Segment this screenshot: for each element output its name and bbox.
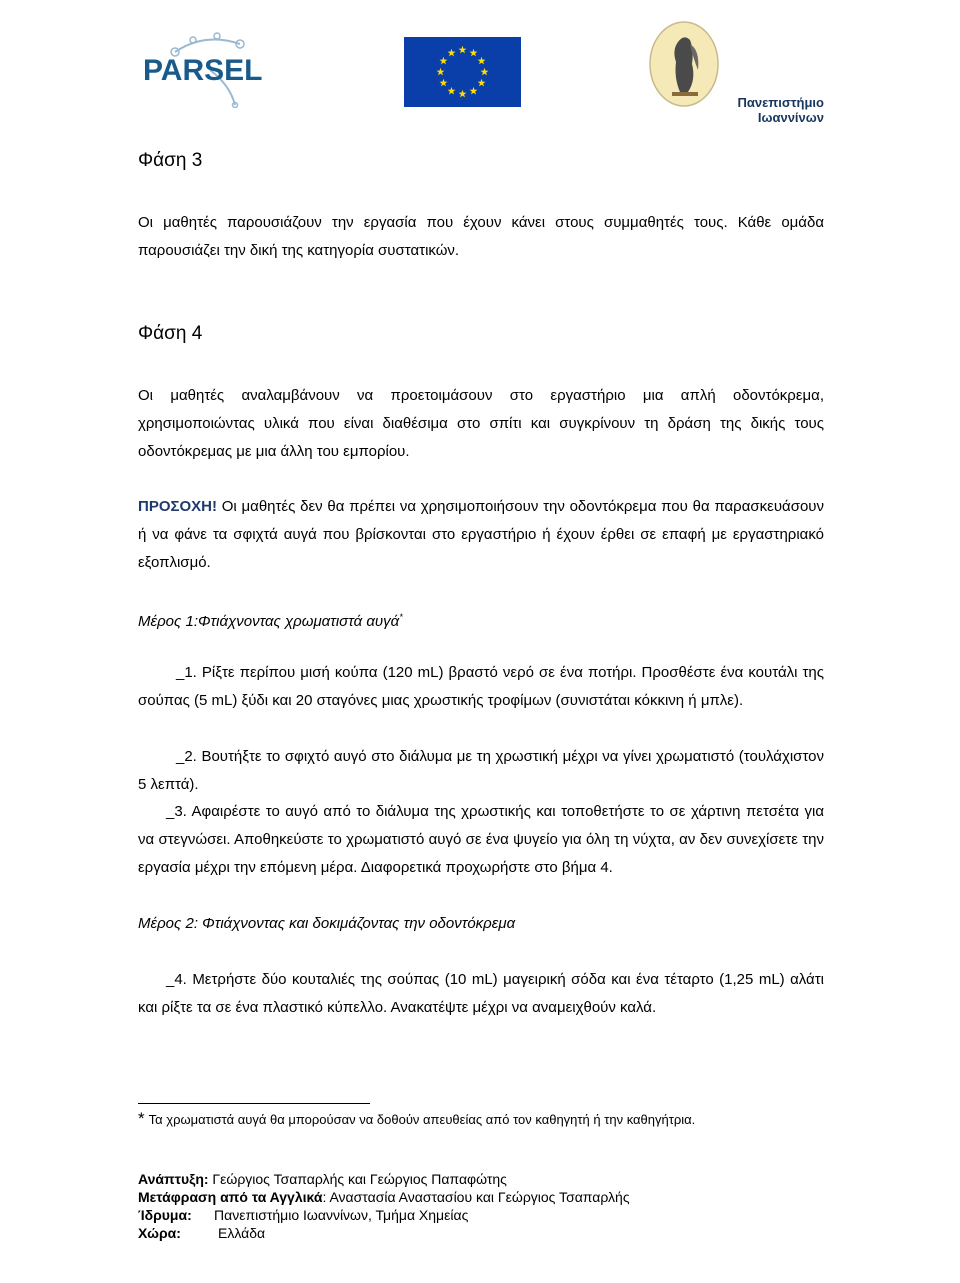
credit-translation: Μετάφραση από τα Αγγλικά: Αναστασία Αναστασίου και Γεώργιος Τσαπαρλής	[138, 1189, 630, 1205]
step2-text: _2. Βουτήξτε το σφιχτό αυγό στο διάλυμα με τη χρωστική μέχρι να γίνει χρωματιστό (τουλάχιστον 5 λεπτά).	[138, 748, 824, 793]
phase3-title: Φάση 3	[138, 150, 203, 171]
warning-text: Οι μαθητές δεν θα πρέπει να χρησιμοποιήσουν την οδοντόκρεμα που θα παρασκευάσουν ή να φάνε τα σφιχτά αυγά που βρίσκονται στο εργαστήριο ή έχουν έρθει σε επαφή με εργαστηριακό εξοπλισμό.	[138, 498, 824, 571]
step3-paragraph	[138, 798, 824, 882]
credits-block	[138, 1170, 630, 1242]
footnote-mark: *	[138, 1109, 145, 1128]
part1-heading	[138, 603, 824, 636]
step1-text: _1. Ρίξτε περίπου μισή κούπα (120 mL) βραστό νερό σε ένα ποτήρι. Προσθέστε ένα κουτάλι της σούπας (5 mL) ξύδι και 20 σταγόνες μιας χρωστικής τροφίμων (συνιστάται κόκκινη ή μπλε).	[138, 664, 824, 709]
page-header	[0, 0, 960, 130]
step1-paragraph	[138, 659, 824, 715]
phase4-title: Φάση 4	[138, 323, 203, 344]
step3-text: _3. Αφαιρέστε το αυγό από το διάλυμα της χρωστικής και τοποθετήστε το σε χάρτινη πετσέτα για να στεγνώσει. Αποθηκεύστε το χρωματιστό αυγό σε ένα ψυγείο για όλη τη νύχτα, αν δεν συνεχίσετε την εργασία μέχρι την επόμενη μέρα. Διαφορετικά προχωρήστε στο βήμα 4.	[138, 803, 824, 876]
phase4-section	[138, 323, 824, 345]
phase4-body	[138, 382, 824, 466]
part1-title: Μέρος 1:Φτιάχνοντας χρωματιστά αυγά	[138, 613, 400, 630]
eu-flag-icon	[404, 37, 521, 107]
credit-development: Ανάπτυξη: Γεώργιος Τσαπαρλής και Γεώργιος Παπαφώτης	[138, 1171, 507, 1187]
phase3-text: Οι μαθητές παρουσιάζουν την εργασία που έχουν κάνει στους συμμαθητές τους. Κάθε ομάδα παρουσιάζει την δική της κατηγορία συστατικών.	[138, 214, 824, 259]
step4-text: _4. Μετρήστε δύο κουταλιές της σούπας (10 mL) μαγειρική σόδα και ένα τέταρτο (1,25 mL) αλάτι και ρίξτε τα σε ένα πλαστικό κύπελλο. Ανακατέψτε μέχρι να αναμειχθούν καλά.	[138, 971, 824, 1016]
warning-label: ΠΡΟΣΟΧΗ!	[138, 498, 218, 515]
parsel-logo	[135, 30, 265, 108]
part1-footnote-mark: *	[399, 612, 403, 622]
university-name: Πανεπιστήμιο Ιωαννίνων	[737, 95, 824, 125]
credit-country: Χώρα: Ελλάδα	[138, 1225, 266, 1241]
footnote-divider	[138, 1103, 370, 1104]
footnote	[138, 1109, 696, 1132]
step4-paragraph	[138, 966, 824, 1022]
credit-institution: Ίδρυμα: Πανεπιστήμιο Ιωαννίνων, Τμήμα Χημείας	[138, 1207, 469, 1223]
phase3-body	[138, 209, 824, 265]
warning-paragraph	[138, 493, 824, 577]
step2-paragraph	[138, 743, 824, 799]
footnote-text: Τα χρωματιστά αυγά θα μπορούσαν να δοθούν απευθείας από τον καθηγητή ή την καθηγήτρια.	[148, 1112, 696, 1127]
part2-title: Μέρος 2: Φτιάχνοντας και δοκιμάζοντας την οδοντόκρεμα	[138, 915, 516, 932]
phase3-section	[138, 150, 824, 172]
phase4-text: Οι μαθητές αναλαμβάνουν να προετοιμάσουν στο εργαστήριο μια απλή οδοντόκρεμα, χρησιμοποιώντας υλικά που είναι διαθέσιμα στο σπίτι και συγκρίνουν τη δράση της δικής τους οδοντόκρεμας με μια άλλη του εμπορίου.	[138, 387, 824, 460]
svg-text:PARSEL: PARSEL	[143, 54, 263, 87]
part2-heading	[138, 910, 824, 938]
